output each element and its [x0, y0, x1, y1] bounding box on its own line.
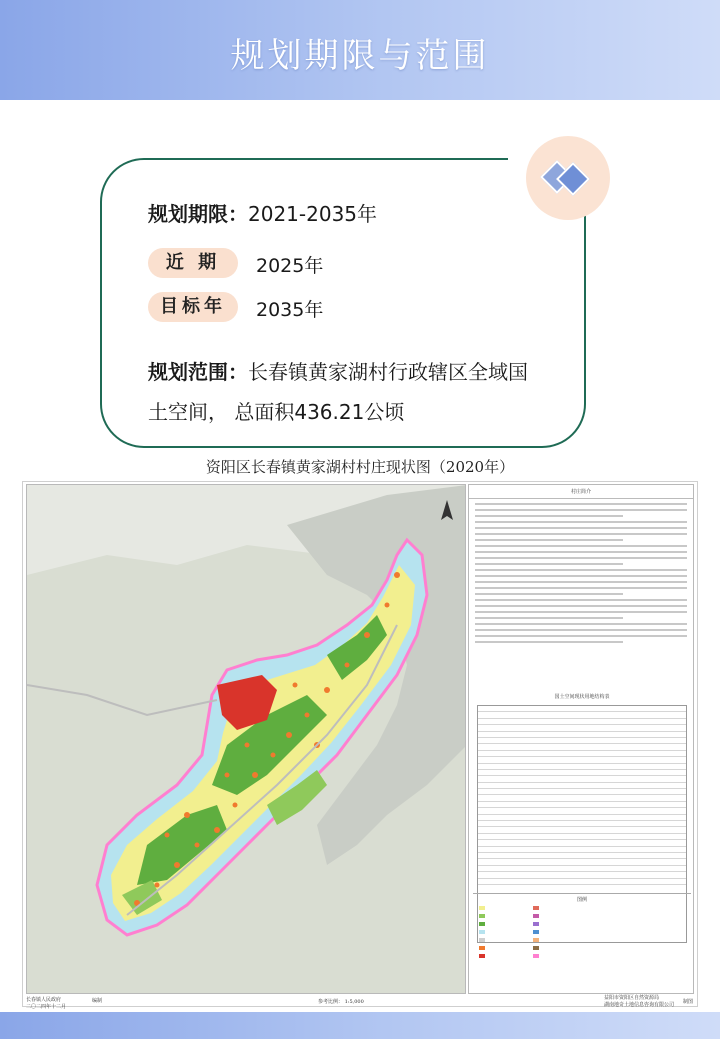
legend-swatch-forest [479, 922, 485, 926]
plan-scope-label: 规划范围： [148, 360, 248, 384]
plan-scope-text-2: 土空间， 总面积436.21公顷 [148, 400, 405, 424]
near-term-pill: 近 期 [148, 248, 238, 278]
footer-banner [0, 1012, 720, 1039]
near-term-value: 2025年 [256, 255, 324, 277]
map-legend [473, 893, 691, 991]
table-title: 国土空间现状用地结构表 [554, 694, 610, 700]
footer-issuer: 长春镇人民政府 [26, 997, 62, 1003]
panel-heading: 村庄简介 [469, 485, 693, 499]
target-year-pill: 目标年 [148, 292, 238, 322]
legend-swatch-5 [533, 938, 539, 942]
plan-period-row [148, 198, 377, 227]
map-title: 资阳区长春镇黄家湖村村庄现状图（2020年） [205, 458, 515, 476]
footer-compile: 编制 [92, 998, 103, 1004]
legend-swatch-road [479, 938, 485, 942]
plan-scope-line-1 [148, 356, 528, 385]
legend-swatch-3 [533, 922, 539, 926]
legend-swatch-garden [479, 914, 485, 918]
legend-swatch-boundary [533, 954, 539, 958]
footer-made: 制图 [683, 999, 694, 1005]
target-year-value: 2035年 [256, 299, 324, 321]
plan-period-label: 规划期限： [148, 202, 248, 226]
village-map [26, 484, 466, 994]
legend-swatch-6 [533, 946, 539, 950]
legend-title: 图例 [576, 897, 587, 903]
map-graphic [27, 485, 466, 994]
legend-swatch-1 [533, 906, 539, 910]
legend-swatch-4 [533, 930, 539, 934]
legend-swatch-village [479, 946, 485, 950]
map-info-panel [468, 484, 694, 994]
badge-circle [526, 136, 610, 220]
footer-bureau: 益阳市资阳区自然资源局 [604, 995, 660, 1001]
header-banner [0, 0, 720, 100]
legend-swatch-town [479, 954, 485, 958]
footer-date: 二〇二四年十二月 [26, 1004, 67, 1010]
footer-scale: 参考比例： 1:5,000 [318, 999, 364, 1005]
legend-swatch-2 [533, 914, 539, 918]
legend-swatch-farmland [479, 906, 485, 910]
plan-period-value: 2021-2035年 [248, 202, 378, 226]
page-title: 规划期限与范围 [230, 36, 490, 76]
footer-company: 湖南地奇土地信息咨询有限公司 [604, 1002, 675, 1008]
legend-swatch-water [479, 930, 485, 934]
plan-scope-text-1: 长春镇黄家湖村行政辖区全域国 [248, 360, 528, 384]
